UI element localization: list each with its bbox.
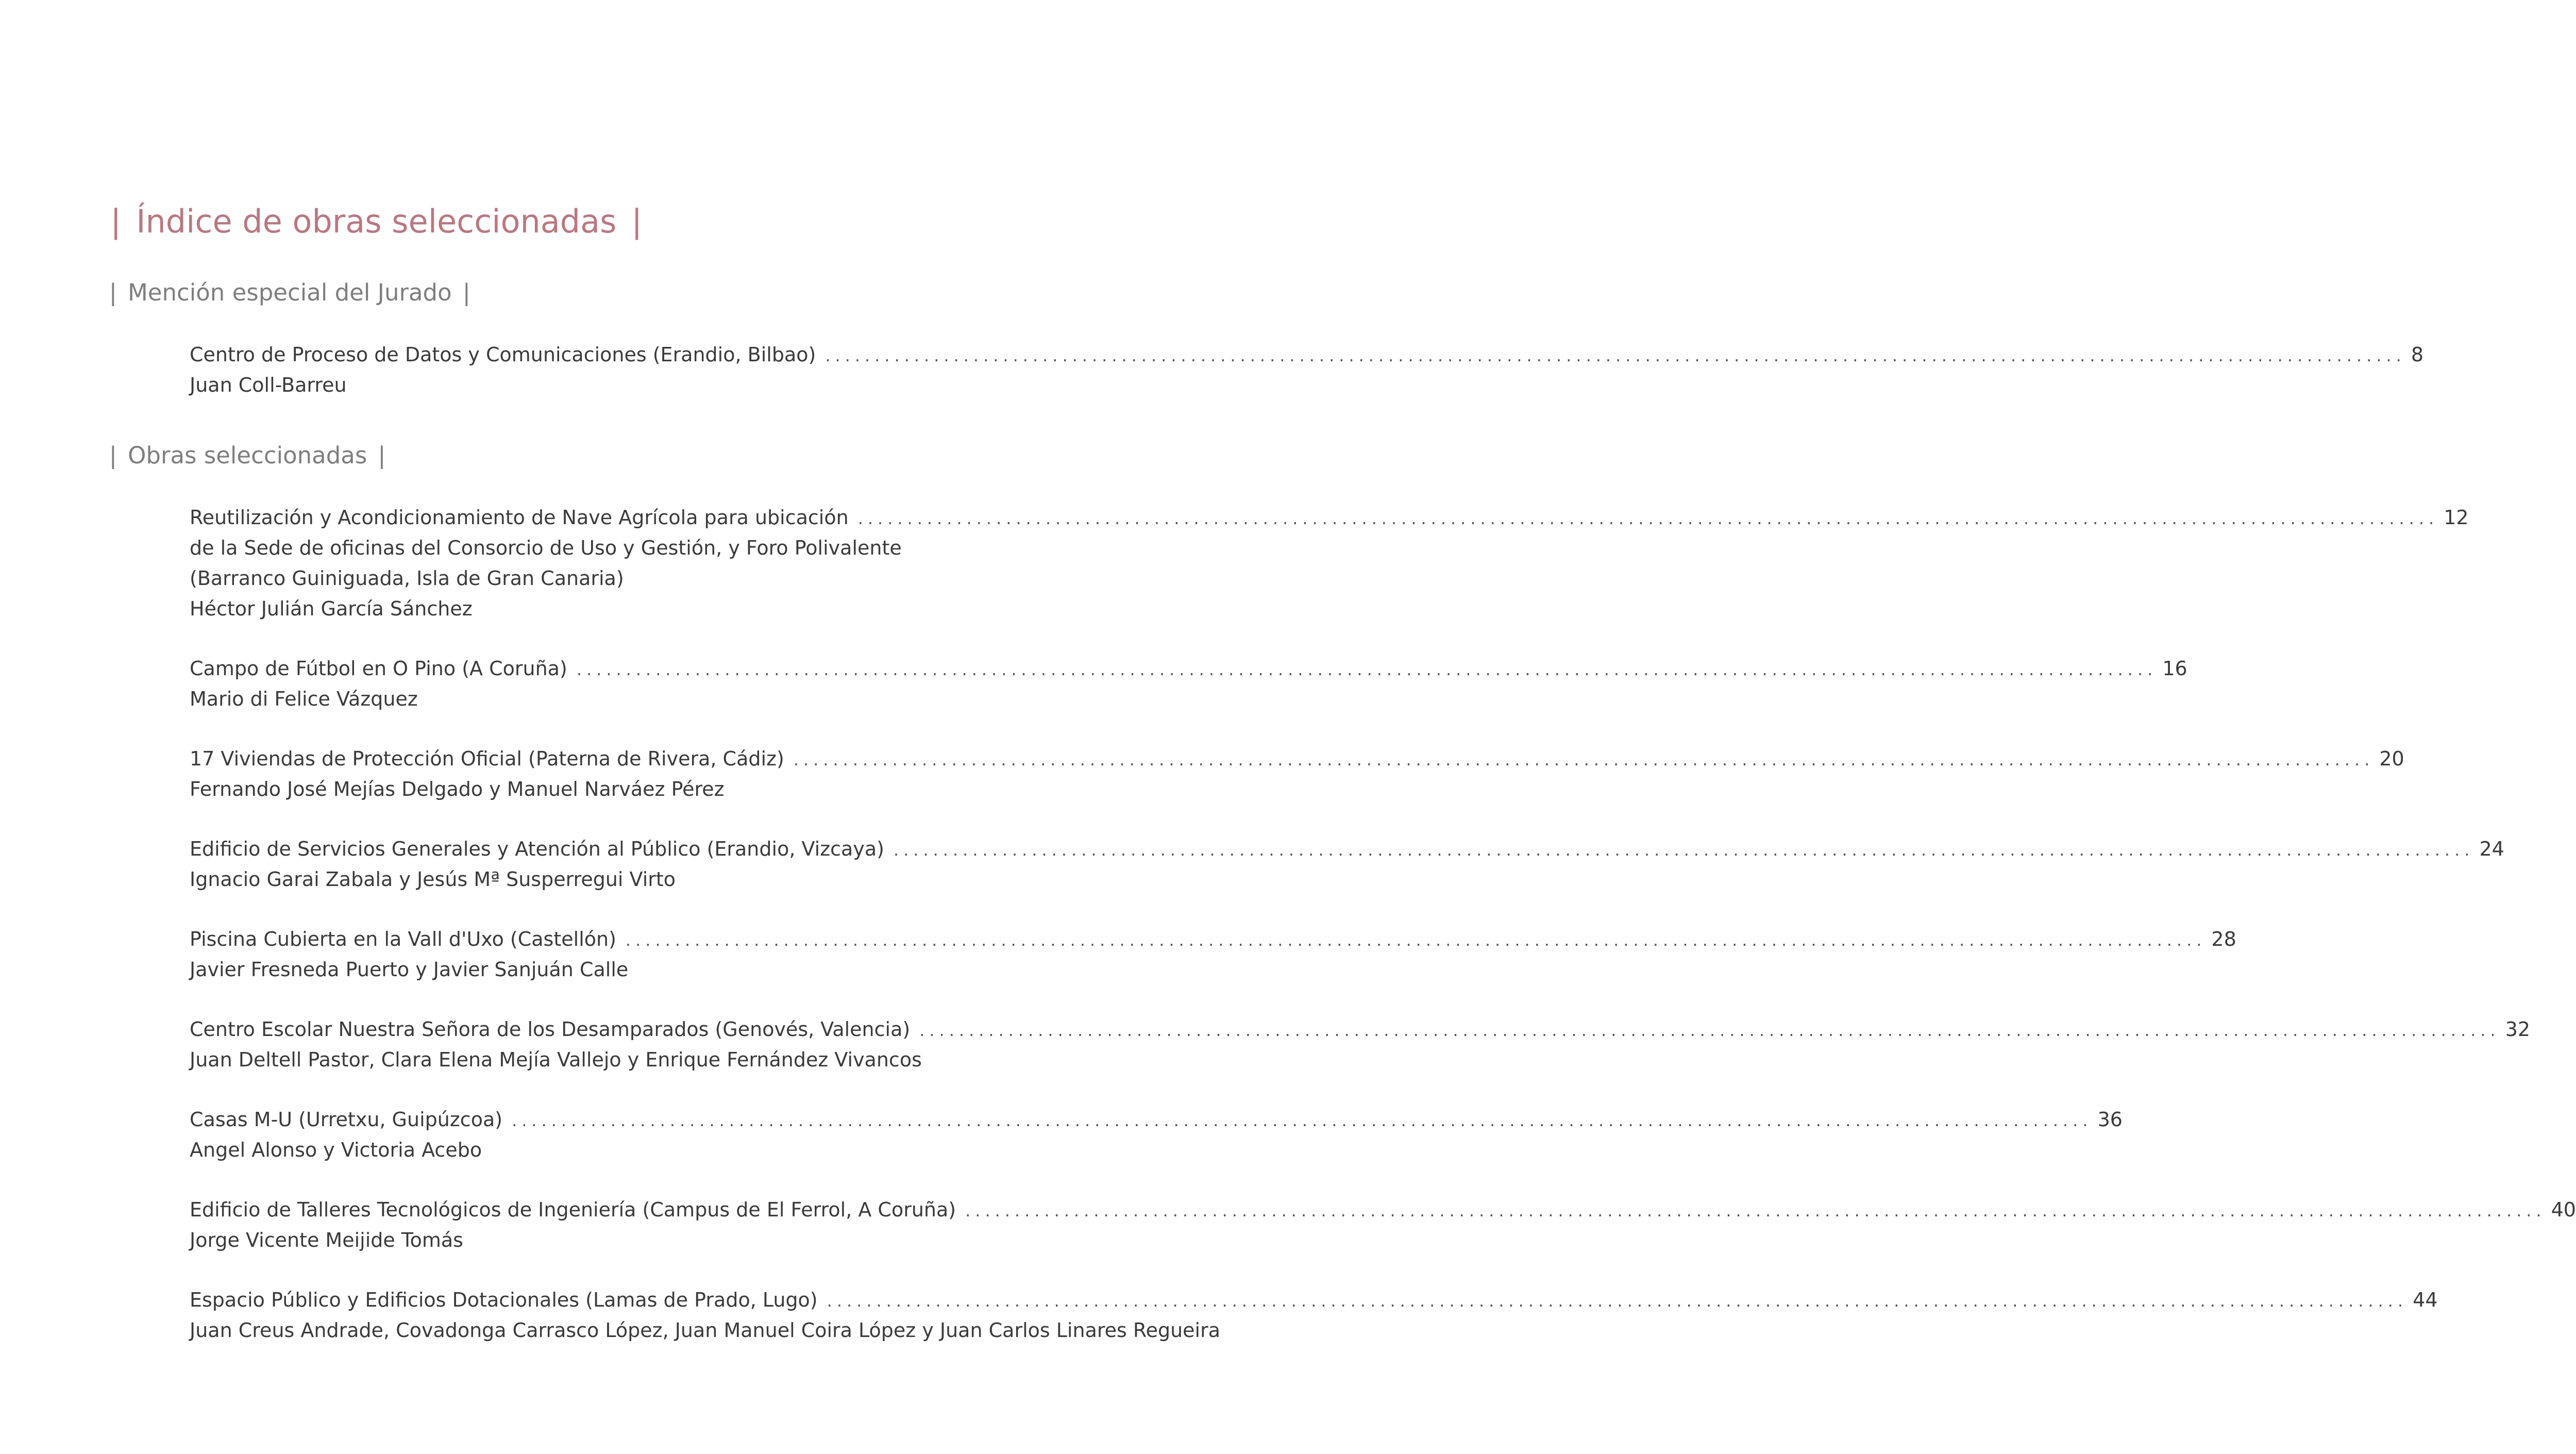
toc-entry-title: Centro Escolar Nuestra Señora de los Desamparados (Genovés, Valencia) — [190, 1018, 911, 1041]
toc-entry-title: Campo de Fútbol en O Pino (A Coruña) — [190, 657, 567, 680]
toc-entry-page-number: 16 — [2162, 657, 2187, 680]
page-title — [106, 198, 647, 245]
toc-entry-page-number: 28 — [2211, 928, 2236, 950]
toc-entry-title-continuation: (Barranco Guiniguada, Isla de Gran Canaria) — [190, 567, 624, 590]
toc-entry-title-continuation: de la Sede de oficinas del Consorcio de Uso y Gestión, y Foro Polivalente — [190, 537, 902, 559]
toc-entry — [190, 340, 2424, 400]
section-separator-right: | — [462, 279, 470, 306]
toc-entry-authors: Héctor Julián García Sánchez — [190, 597, 473, 620]
toc-entry-title-line — [190, 654, 2187, 684]
toc-entry-title-line — [190, 924, 2236, 955]
section-heading-text: Obras seleccionadas — [127, 442, 367, 469]
toc-entry-title-line — [190, 1195, 2576, 1225]
section-separator-right: | — [378, 442, 386, 469]
toc-entry-authors: Fernando José Mejías Delgado y Manuel Narváez Pérez — [190, 778, 725, 800]
toc-entry-title: Centro de Proceso de Datos y Comunicaciones (Erandio, Bilbao) — [190, 343, 816, 366]
toc-entry-page-number: 24 — [2479, 838, 2504, 860]
dot-leader: ................................................................................................................................................................ — [827, 1291, 2408, 1311]
toc-entry — [190, 744, 2404, 805]
toc-entry-authors: Javier Fresneda Puerto y Javier Sanjuán Calle — [190, 958, 629, 981]
section-separator-left: | — [109, 442, 117, 469]
toc-entry-title-line — [190, 503, 2469, 533]
section-heading-text: Mención especial del Jurado — [127, 279, 452, 306]
toc-entry-page-number: 20 — [2379, 747, 2404, 770]
dot-leader: ................................................................................................................................................................ — [512, 1111, 2093, 1130]
toc-entry-page-number: 44 — [2413, 1289, 2438, 1311]
toc-entry-title-line — [190, 340, 2424, 370]
toc-entry — [190, 1105, 2123, 1165]
toc-entry-title-line — [190, 1105, 2123, 1135]
toc-entry-title: Casas M-U (Urretxu, Guipúzcoa) — [190, 1108, 503, 1131]
toc-entry-authors: Juan Deltell Pastor, Clara Elena Mejía Vallejo y Enrique Fernández Vivancos — [190, 1048, 922, 1071]
dot-leader: ................................................................................................................................................................ — [893, 840, 2474, 860]
toc-entry-title-line — [190, 834, 2504, 864]
toc-entry-authors: Ignacio Garai Zabala y Jesús Mª Susperregui Virto — [190, 868, 676, 891]
toc-entry — [190, 654, 2187, 714]
dot-leader: ................................................................................................................................................................ — [857, 509, 2439, 528]
title-separator-right: | — [631, 203, 643, 240]
toc-entry-title-line — [190, 1014, 2531, 1045]
toc-entry-page-number: 8 — [2411, 343, 2424, 366]
toc-entry-title-line — [190, 744, 2404, 774]
toc-entry-page-number: 12 — [2444, 506, 2469, 529]
toc-entry — [190, 924, 2236, 985]
dot-leader: ................................................................................................................................................................ — [919, 1021, 2500, 1040]
toc-entry-authors: Mario di Felice Vázquez — [190, 688, 418, 710]
toc-entry-page-number: 36 — [2097, 1108, 2123, 1131]
toc-entry-title: Edificio de Talleres Tecnológicos de Ingeniería (Campus de El Ferrol, A Coruña) — [190, 1198, 956, 1221]
toc-entry — [190, 503, 2469, 624]
toc-entry-authors: Angel Alonso y Victoria Acebo — [190, 1139, 482, 1161]
toc-entry-authors: Juan Creus Andrade, Covadonga Carrasco López, Juan Manuel Coira López y Juan Carlos Linares Regueira — [190, 1319, 1221, 1342]
dot-leader: ................................................................................................................................................................ — [965, 1201, 2546, 1221]
toc-entry-page-number: 40 — [2551, 1198, 2576, 1221]
section-separator-left: | — [109, 279, 117, 306]
toc-entry-title-line — [190, 1285, 2438, 1315]
toc-entry — [190, 834, 2504, 895]
toc-entry-authors: Juan Coll-Barreu — [190, 374, 347, 396]
toc-entry-title: Piscina Cubierta en la Vall d'Uxo (Castellón) — [190, 928, 616, 950]
toc-entry — [190, 1014, 2531, 1075]
toc-entry-title: 17 Viviendas de Protección Oficial (Paterna de Rivera, Cádiz) — [190, 747, 784, 770]
toc-entry-title: Edificio de Servicios Generales y Atención al Público (Erandio, Vizcaya) — [190, 838, 884, 860]
toc-entry-title: Reutilización y Acondicionamiento de Nave Agrícola para ubicación — [190, 506, 849, 529]
section-heading-mencion-especial — [106, 276, 474, 309]
toc-entry-page-number: 32 — [2505, 1018, 2531, 1041]
page-title-text: Índice de obras seleccionadas — [136, 203, 617, 240]
dot-leader: ................................................................................................................................................................ — [793, 750, 2375, 770]
toc-entry — [190, 1285, 2438, 1346]
dot-leader: ................................................................................................................................................................ — [625, 930, 2207, 950]
toc-entry — [190, 1195, 2576, 1256]
section-heading-obras-seleccionadas — [106, 439, 389, 472]
toc-entry-title: Espacio Público y Edificios Dotacionales (Lamas de Prado, Lugo) — [190, 1289, 818, 1311]
dot-leader: ................................................................................................................................................................ — [825, 346, 2406, 365]
title-separator-left: | — [110, 203, 122, 240]
toc-entry-authors: Jorge Vicente Meijide Tomás — [190, 1229, 463, 1251]
dot-leader: ................................................................................................................................................................ — [576, 660, 2158, 679]
